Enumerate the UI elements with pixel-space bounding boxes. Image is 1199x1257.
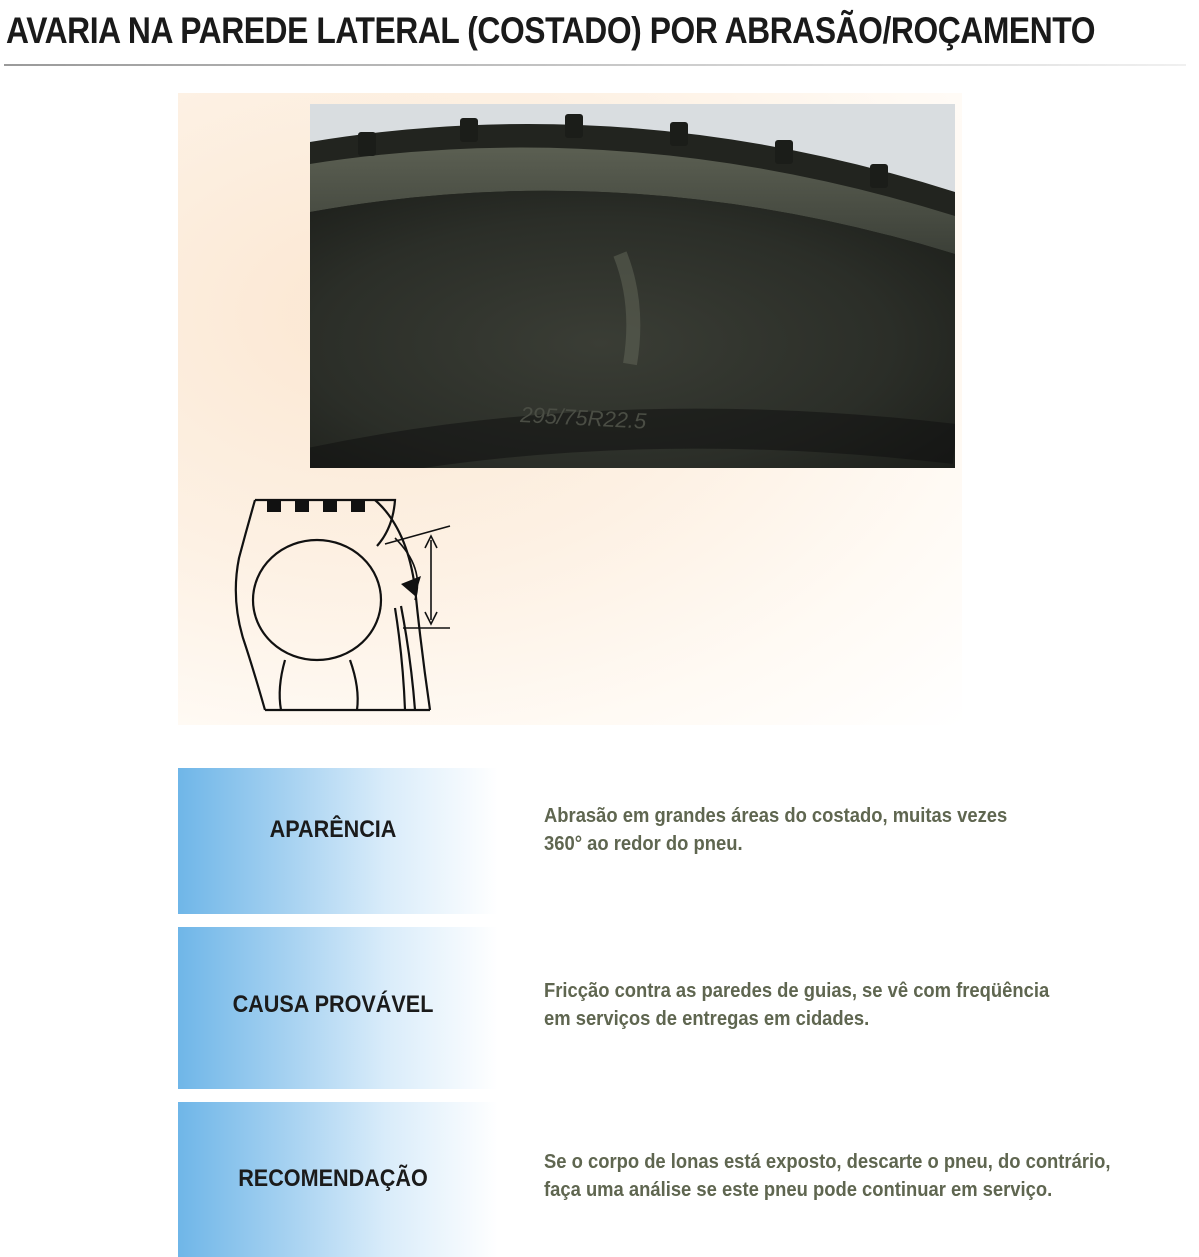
recommendation-label: RECOMENDAÇÃO — [238, 1165, 428, 1192]
appearance-text: Abrasão em grandes áreas do costado, muitas vezes 360° ao redor do pneu. — [544, 805, 1008, 855]
page-title: AVARIA NA PAREDE LATERAL (COSTADO) POR ABRASÃO/ROÇAMENTO — [6, 10, 1096, 51]
tire-sidewall-photo — [310, 104, 955, 468]
probable-cause-text: Fricção contra as paredes de guias, se vê com freqüência em serviços de entregas em cidades. — [544, 980, 1050, 1030]
probable-cause-label: CAUSA PROVÁVEL — [232, 991, 434, 1018]
probable-cause-row — [178, 927, 1178, 1089]
title-divider — [4, 64, 1186, 66]
tire-cross-section-diagram — [225, 488, 465, 720]
appearance-row — [178, 768, 1178, 914]
recommendation-row — [178, 1102, 1178, 1257]
recommendation-text: Se o corpo de lonas está exposto, descarte o pneu, do contrário, faça uma análise se este pneu pode continuar em serviço. — [544, 1151, 1111, 1201]
appearance-label: APARÊNCIA — [269, 816, 397, 843]
svg-text:295/75R22.5: 295/75R22.5 — [519, 402, 647, 434]
